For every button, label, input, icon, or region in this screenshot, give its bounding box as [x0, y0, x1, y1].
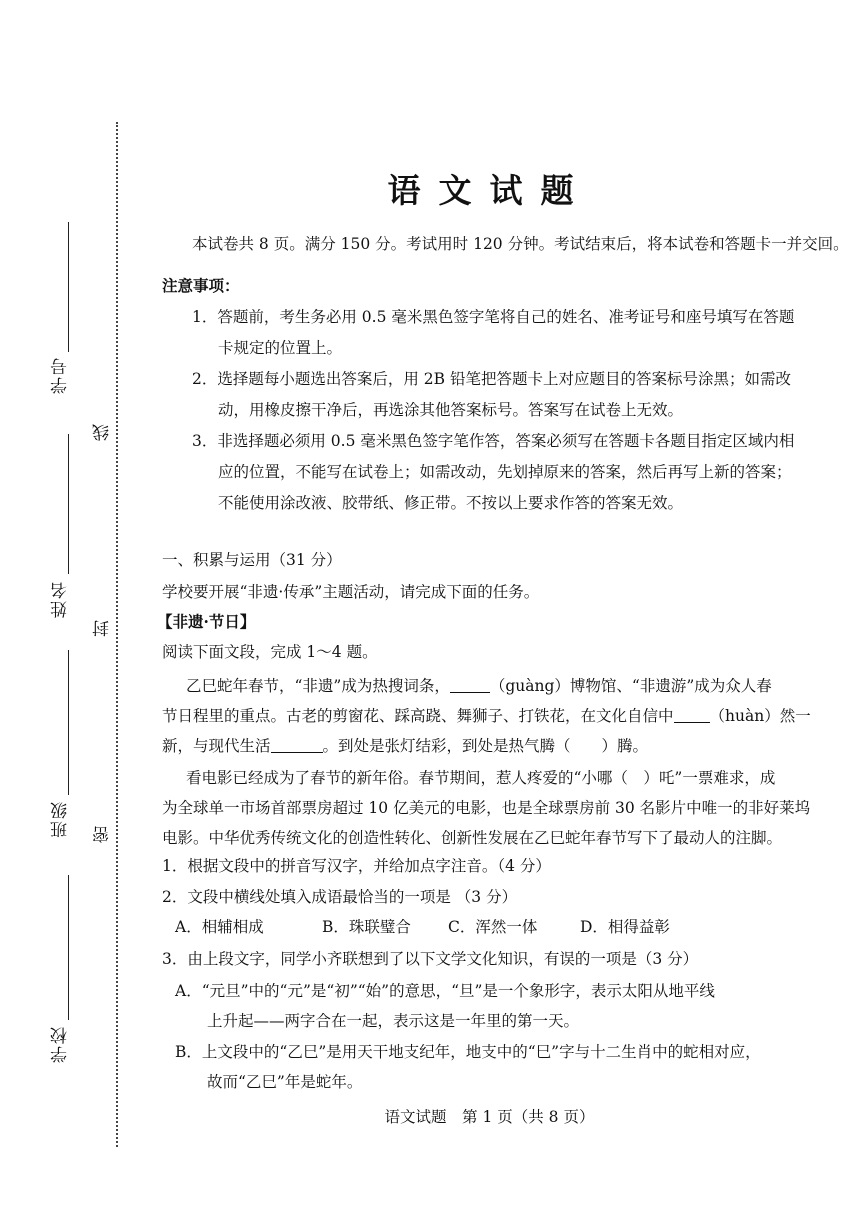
passage-p1-line1: 乙巳蛇年春节，“非遗”成为热搜词条， （guàng）博物馆、“非遗游”成为众人春 [186, 677, 772, 695]
q3-option-a-line2: 上升起——两字合在一起，表示这是一年里的第一天。 [207, 1012, 580, 1030]
section1-activity: 学校要开展“非遗·传承”主题活动，请完成下面的任务。 [162, 583, 540, 601]
passage-p2-line3: 电影。中华优秀传统文化的创造性转化、创新性发展在乙巳蛇年春节写下了最动人的注脚。 [162, 829, 783, 847]
q2-option-a[interactable]: A．相辅相成 [175, 918, 264, 936]
class-label: 班级 [51, 800, 71, 838]
section1-subheading: 【非遗·节日】 [157, 612, 256, 631]
blank-guang[interactable] [450, 678, 490, 693]
q3-option-b-line2: 故而“乙巳”年是蛇年。 [207, 1073, 363, 1091]
school-blank[interactable] [68, 875, 69, 1020]
notice-heading: 注意事项： [162, 276, 240, 295]
mark-line: 线 [93, 424, 113, 441]
question-3: 3．由上段文字，同学小齐联想到了以下文学文化知识，有误的一项是（3 分） [162, 950, 699, 968]
section1-heading: 一、积累与运用（31 分） [162, 551, 342, 569]
class-blank[interactable] [68, 650, 69, 795]
notice-2a: 2．选择题每小题选出答案后，用 2B 铅笔把答题卡上对应题目的答案标号涂黑；如需改 [192, 370, 791, 388]
q2-option-c[interactable]: C．浑然一体 [448, 918, 538, 936]
name-blank[interactable] [68, 434, 69, 574]
notice-1a: 1．答题前，考生务必用 0.5 毫米黑色签字笔将自己的姓名、准考证号和座号填写在答题 [192, 308, 795, 326]
notice-3b: 应的位置，不能写在试卷上；如需改动，先划掉原来的答案，然后再写上新的答案； [218, 463, 792, 481]
q2-option-d[interactable]: D．相得益彰 [580, 918, 670, 936]
passage-p2-line1: 看电影已经成为了春节的新年俗。春节期间，惹人疼爱的“小哪（ ）吒”一票难求，成 [186, 769, 776, 787]
school-label: 学校 [51, 1025, 71, 1063]
binding-dotted-line [116, 122, 118, 1147]
q2-option-b[interactable]: B．珠联璧合 [322, 918, 411, 936]
notice-3c: 不能使用涂改液、胶带纸、修正带。不按以上要求作答的答案无效。 [218, 494, 684, 512]
page-footer: 语文试题 第 1 页（共 8 页） [384, 1108, 595, 1126]
passage-p1-line3: 新，与现代生活 。到处是张灯结彩，到处是热气腾（ ）腾。 [162, 737, 649, 755]
notice-2b: 动，用橡皮擦干净后，再选涂其他答案标号。答案写在试卷上无效。 [218, 401, 684, 419]
notice-3a: 3．非选择题必须用 0.5 毫米黑色签字笔作答，答案必须写在答题卡各题目指定区域内相 [192, 432, 795, 450]
name-label: 姓名 [51, 580, 71, 618]
passage-p2-line2: 为全球单一市场首部票房超过 10 亿美元的电影，也是全球票房前 30 名影片中唯一的非好莱坞 [162, 799, 811, 817]
question-2: 2．文段中横线处填入成语最恰当的一项是 （3 分） [162, 888, 518, 906]
q3-option-b-line1[interactable]: B．上文段中的“乙巳”是用天干地支纪年，地支中的“巳”字与十二生肖中的蛇相对应， [175, 1043, 761, 1061]
question-1: 1．根据文段中的拼音写汉字，并给加点字注音。（4 分） [162, 857, 551, 875]
student-no-blank[interactable] [68, 222, 69, 352]
blank-huan[interactable] [674, 708, 710, 723]
blank-idiom[interactable] [271, 738, 323, 753]
intro-text: 本试卷共 8 页。满分 150 分。考试用时 120 分钟。考试结束后，将本试卷和答题卡一并交回。 [192, 235, 849, 253]
q3-option-a-line1[interactable]: A．“元旦”中的“元”是“初”“始”的意思，“旦”是一个象形字，表示太阳从地平线 [175, 982, 715, 1000]
student-no-label: 学号 [51, 356, 71, 394]
mark-seal: 封 [93, 620, 113, 637]
section1-instruction: 阅读下面文段，完成 1～4 题。 [162, 643, 378, 661]
page-title: 语文试题 [387, 171, 592, 210]
passage-p1-line2: 节日程里的重点。古老的剪窗花、踩高跷、舞狮子、打铁花，在文化自信中 （huàn）然一 [162, 707, 811, 725]
mark-secret: 密 [93, 826, 113, 843]
notice-1b: 卡规定的位置上。 [218, 339, 343, 357]
